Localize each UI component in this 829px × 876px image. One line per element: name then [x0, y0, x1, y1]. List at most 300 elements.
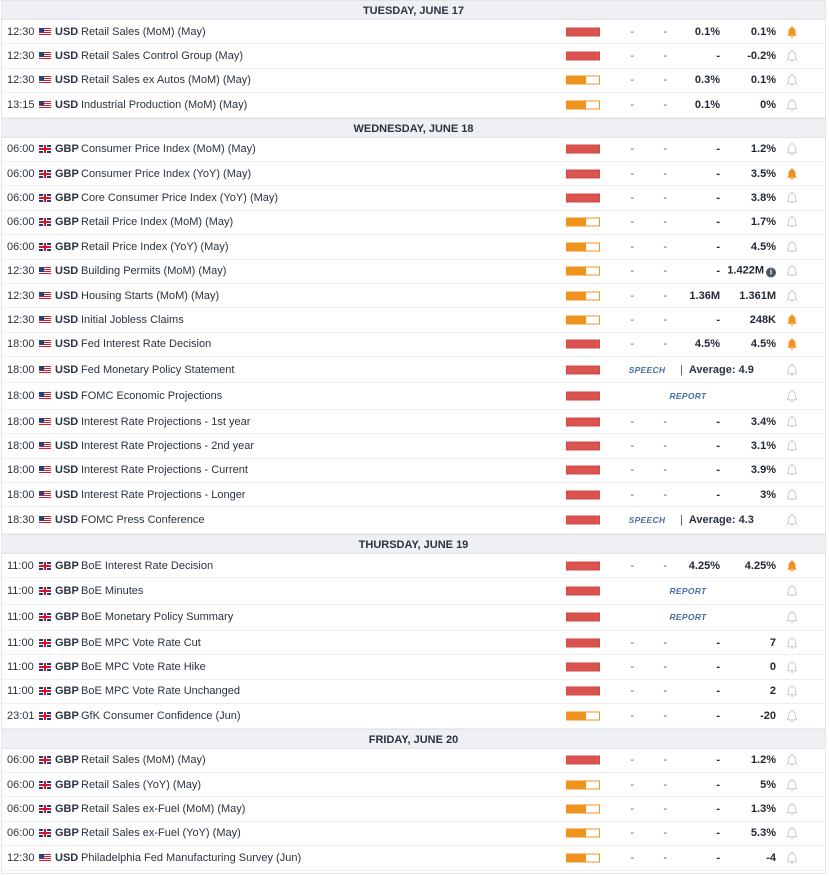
deviation-value: -: [663, 192, 667, 205]
event-name[interactable]: Retail Sales ex Autos (MoM) (May): [81, 74, 251, 87]
event-row[interactable]: [2, 383, 825, 409]
actual-value: -: [630, 439, 634, 452]
us-flag-icon: [39, 101, 51, 109]
event-name[interactable]: Interest Rate Projections - Longer: [81, 488, 246, 501]
deviation-value: -: [663, 851, 667, 864]
previous-value-text: -0.2%: [747, 50, 776, 63]
event-name[interactable]: BoE MPC Vote Rate Cut: [81, 636, 201, 649]
event-name[interactable]: Initial Jobless Claims: [81, 313, 184, 326]
average-label: Average:: [688, 363, 736, 376]
actual-value: -: [630, 709, 634, 722]
event-row[interactable]: [2, 680, 825, 704]
deviation-value: -: [663, 709, 667, 722]
event-name[interactable]: FOMC Economic Projections: [81, 390, 223, 403]
gb-flag-icon: [39, 243, 51, 251]
event-time: 06:00: [7, 216, 35, 229]
bell-icon[interactable]: [785, 826, 799, 840]
event-row[interactable]: [2, 749, 825, 773]
bell-icon[interactable]: [785, 488, 799, 502]
event-name[interactable]: Retail Price Index (MoM) (May): [81, 216, 234, 229]
event-row[interactable]: [2, 308, 825, 332]
impact-indicator: [566, 756, 600, 765]
actual-value: -: [630, 265, 634, 278]
us-flag-icon: [39, 267, 51, 275]
event-name[interactable]: Retail Sales (MoM) (May): [81, 25, 206, 38]
us-flag-icon: [39, 854, 51, 862]
event-name[interactable]: Retail Sales (YoY) (May): [81, 778, 202, 791]
us-flag-icon: [39, 418, 51, 426]
event-currency: USD: [55, 338, 79, 351]
actual-value: -: [630, 167, 634, 180]
bell-icon[interactable]: [785, 289, 799, 303]
event-currency: GBP: [55, 167, 79, 180]
event-row[interactable]: [2, 483, 825, 507]
deviation-value: -: [663, 636, 667, 649]
impact-indicator: [566, 417, 600, 426]
event-time: 06:00: [7, 192, 35, 205]
previous-value: [722, 827, 776, 839]
event-name[interactable]: BoE MPC Vote Rate Hike: [81, 661, 206, 674]
event-name[interactable]: Retail Sales ex-Fuel (YoY) (May): [81, 827, 241, 840]
gb-flag-icon: [39, 712, 51, 720]
event-row[interactable]: [2, 44, 825, 68]
actual-value: -: [630, 827, 634, 840]
event-time: 12:30: [7, 313, 35, 326]
event-row[interactable]: [2, 554, 825, 578]
previous-value-text: 0%: [760, 98, 776, 111]
event-row[interactable]: [2, 260, 825, 284]
speech-tag[interactable]: SPEECH: [628, 515, 666, 526]
impact-indicator: [566, 613, 600, 622]
event-row[interactable]: [2, 211, 825, 235]
event-currency: GBP: [55, 192, 79, 205]
speech-average: [680, 514, 754, 526]
deviation-value: -: [663, 415, 667, 428]
deviation-value: -: [663, 265, 667, 278]
speech-tag[interactable]: SPEECH: [628, 364, 666, 375]
deviation-value: -: [663, 661, 667, 674]
event-name[interactable]: Fed Interest Rate Decision: [81, 338, 212, 351]
impact-indicator: [566, 27, 600, 36]
average-value: 4.3: [738, 514, 754, 527]
event-currency: GBP: [55, 216, 79, 229]
consensus-value: -: [716, 685, 720, 698]
event-time: 23:01: [7, 709, 35, 722]
previous-value-text: 5.3%: [750, 827, 776, 840]
event-name[interactable]: BoE Monetary Policy Summary: [81, 611, 234, 624]
previous-value: [722, 852, 776, 864]
event-currency: GBP: [55, 559, 79, 572]
event-name[interactable]: Core Consumer Price Index (YoY) (May): [81, 192, 279, 205]
gb-flag-icon: [39, 781, 51, 789]
previous-value-text: 1.361M: [739, 289, 776, 302]
us-flag-icon: [39, 340, 51, 348]
bell-icon[interactable]: [785, 660, 799, 674]
event-currency: GBP: [55, 685, 79, 698]
event-currency: GBP: [55, 754, 79, 767]
event-row[interactable]: [2, 797, 825, 821]
impact-indicator: [566, 169, 600, 178]
separator: |: [680, 514, 683, 527]
event-row[interactable]: [2, 162, 825, 186]
bell-active-icon[interactable]: [785, 167, 799, 181]
previous-value-text: 0.1%: [750, 25, 776, 38]
previous-value: [722, 661, 776, 673]
event-currency: GBP: [55, 803, 79, 816]
bell-icon[interactable]: [785, 610, 799, 624]
event-currency: GBP: [55, 240, 79, 253]
event-row[interactable]: [2, 69, 825, 93]
previous-value-text: 0.1%: [750, 74, 776, 87]
event-currency: USD: [55, 415, 79, 428]
event-time: 18:00: [7, 363, 35, 376]
bell-active-icon[interactable]: [785, 559, 799, 573]
bell-icon[interactable]: [785, 98, 799, 112]
gb-flag-icon: [39, 805, 51, 813]
event-time: 18:00: [7, 415, 35, 428]
bell-icon[interactable]: [785, 709, 799, 723]
separator: |: [680, 363, 683, 376]
impact-indicator: [566, 145, 600, 154]
event-currency: GBP: [55, 143, 79, 156]
impact-indicator: [566, 561, 600, 570]
event-row[interactable]: [2, 578, 825, 604]
consensus-value: 4.5%: [694, 338, 720, 351]
day-header: THURSDAY, JUNE 19: [2, 534, 825, 554]
gb-flag-icon: [39, 663, 51, 671]
previous-value-text: 3.8%: [750, 192, 776, 205]
event-name[interactable]: Interest Rate Projections - Current: [81, 464, 248, 477]
deviation-value: -: [663, 439, 667, 452]
actual-value: -: [630, 216, 634, 229]
bell-icon[interactable]: [785, 415, 799, 429]
event-name[interactable]: Philadelphia Fed Manufacturing Survey (Jun): [81, 851, 302, 864]
consensus-value: 1.36M: [689, 289, 720, 302]
event-row[interactable]: [2, 655, 825, 679]
event-time: 06:00: [7, 827, 35, 840]
event-name[interactable]: Housing Starts (MoM) (May): [81, 289, 220, 302]
previous-value: [722, 338, 776, 350]
bell-icon[interactable]: [785, 191, 799, 205]
previous-value: [722, 192, 776, 204]
previous-value: [722, 637, 776, 649]
event-currency: GBP: [55, 661, 79, 674]
us-flag-icon: [39, 392, 51, 400]
speech-average: [680, 364, 754, 376]
event-row[interactable]: [2, 186, 825, 210]
previous-value: [722, 216, 776, 228]
previous-value: [722, 489, 776, 501]
impact-indicator: [566, 194, 600, 203]
impact-indicator: [566, 291, 600, 300]
previous-value: [722, 74, 776, 86]
event-name[interactable]: BoE MPC Vote Rate Unchanged: [81, 685, 240, 698]
event-currency: USD: [55, 74, 79, 87]
us-flag-icon: [39, 316, 51, 324]
previous-value: [722, 26, 776, 38]
gb-flag-icon: [39, 829, 51, 837]
event-time: 18:00: [7, 488, 35, 501]
bell-active-icon[interactable]: [785, 337, 799, 351]
event-currency: USD: [55, 50, 79, 63]
consensus-value: -: [716, 167, 720, 180]
event-name[interactable]: Interest Rate Projections - 2nd year: [81, 439, 255, 452]
previous-value-text: 3.5%: [750, 167, 776, 180]
bell-icon[interactable]: [785, 142, 799, 156]
event-currency: USD: [55, 363, 79, 376]
event-time: 06:00: [7, 167, 35, 180]
event-name[interactable]: Retail Price Index (YoY) (May): [81, 240, 229, 253]
previous-value-text: 4.5%: [750, 338, 776, 351]
event-time: 12:30: [7, 25, 35, 38]
event-row[interactable]: [2, 357, 825, 383]
event-name[interactable]: Retail Sales ex-Fuel (MoM) (May): [81, 803, 246, 816]
event-name[interactable]: GfK Consumer Confidence (Jun): [81, 709, 241, 722]
event-time: 11:00: [7, 685, 34, 698]
consensus-value: 0.1%: [694, 98, 720, 111]
impact-indicator: [566, 315, 600, 324]
bell-icon[interactable]: [785, 215, 799, 229]
consensus-value: -: [716, 709, 720, 722]
deviation-value: -: [663, 98, 667, 111]
previous-value: [722, 168, 776, 180]
event-currency: GBP: [55, 709, 79, 722]
event-row[interactable]: [2, 20, 825, 44]
deviation-value: -: [663, 25, 667, 38]
event-row[interactable]: [2, 410, 825, 434]
consensus-value: -: [716, 778, 720, 791]
event-time: 06:00: [7, 143, 35, 156]
impact-indicator: [566, 52, 600, 61]
consensus-value: 0.1%: [694, 25, 720, 38]
bell-icon[interactable]: [785, 389, 799, 403]
bell-icon[interactable]: [785, 802, 799, 816]
report-tag[interactable]: REPORT: [669, 391, 707, 402]
deviation-value: -: [663, 143, 667, 156]
impact-indicator: [566, 805, 600, 814]
event-row[interactable]: [2, 704, 825, 728]
bell-icon[interactable]: [785, 684, 799, 698]
gb-flag-icon: [39, 687, 51, 695]
bell-icon[interactable]: [785, 363, 799, 377]
event-name[interactable]: BoE Interest Rate Decision: [81, 559, 214, 572]
event-time: 12:30: [7, 851, 35, 864]
event-currency: USD: [55, 439, 79, 452]
us-flag-icon: [39, 28, 51, 36]
deviation-value: -: [663, 289, 667, 302]
previous-value-text: 2: [769, 685, 776, 698]
previous-value-text: 3.1%: [750, 439, 776, 452]
event-row[interactable]: [2, 846, 825, 870]
bell-icon[interactable]: [785, 439, 799, 453]
consensus-value: -: [716, 661, 720, 674]
actual-value: -: [630, 559, 634, 572]
previous-value: [722, 290, 776, 302]
bell-icon[interactable]: [785, 584, 799, 598]
bell-icon[interactable]: [785, 636, 799, 650]
event-name[interactable]: Retail Sales (MoM) (May): [81, 754, 206, 767]
event-row[interactable]: [2, 434, 825, 458]
event-name[interactable]: FOMC Press Conference: [81, 514, 205, 527]
event-time: 18:00: [7, 338, 35, 351]
actual-value: -: [630, 803, 634, 816]
bell-active-icon[interactable]: [785, 313, 799, 327]
event-name[interactable]: Fed Monetary Policy Statement: [81, 363, 235, 376]
bell-active-icon[interactable]: [785, 25, 799, 39]
bell-icon[interactable]: [785, 753, 799, 767]
event-time: 13:15: [7, 98, 35, 111]
actual-value: -: [630, 25, 634, 38]
impact-indicator: [566, 267, 600, 276]
previous-value-text: 1.2%: [750, 754, 776, 767]
actual-value: -: [630, 488, 634, 501]
event-name[interactable]: BoE Minutes: [81, 584, 144, 597]
event-time: 11:00: [7, 636, 34, 649]
actual-value: -: [630, 415, 634, 428]
us-flag-icon: [39, 491, 51, 499]
deviation-value: -: [663, 754, 667, 767]
deviation-value: -: [663, 313, 667, 326]
previous-value: [722, 754, 776, 766]
event-time: 06:00: [7, 240, 35, 253]
previous-value: [722, 143, 776, 155]
event-currency: USD: [55, 265, 79, 278]
event-name[interactable]: Consumer Price Index (YoY) (May): [81, 167, 252, 180]
actual-value: -: [630, 338, 634, 351]
deviation-value: -: [663, 827, 667, 840]
event-row[interactable]: [2, 333, 825, 357]
deviation-value: -: [663, 240, 667, 253]
event-currency: GBP: [55, 778, 79, 791]
previous-value: [722, 710, 776, 722]
previous-value-text: 1.3%: [750, 803, 776, 816]
previous-value: [722, 440, 776, 452]
event-time: 12:30: [7, 289, 35, 302]
consensus-value: -: [716, 50, 720, 63]
consensus-value: -: [716, 851, 720, 864]
event-row[interactable]: [2, 773, 825, 797]
event-name[interactable]: Retail Sales Control Group (May): [81, 50, 244, 63]
event-currency: USD: [55, 289, 79, 302]
consensus-value: -: [716, 143, 720, 156]
actual-value: -: [630, 240, 634, 253]
previous-value-text: 1.422M: [727, 264, 764, 277]
event-time: 18:00: [7, 464, 35, 477]
impact-indicator: [566, 663, 600, 672]
consensus-value: 0.3%: [694, 74, 720, 87]
consensus-value: -: [716, 192, 720, 205]
event-row[interactable]: [2, 459, 825, 483]
event-time: 18:00: [7, 390, 35, 403]
consensus-value: -: [716, 240, 720, 253]
actual-value: -: [630, 74, 634, 87]
previous-value: [722, 99, 776, 111]
previous-value-text: 4.25%: [744, 559, 776, 572]
event-currency: GBP: [55, 611, 79, 624]
impact-indicator: [566, 829, 600, 838]
event-currency: GBP: [55, 584, 79, 597]
event-time: 06:00: [7, 803, 35, 816]
event-name[interactable]: Interest Rate Projections - 1st year: [81, 415, 251, 428]
previous-value-text: 1.2%: [750, 143, 776, 156]
previous-value: [722, 416, 776, 428]
previous-value-text: 4.5%: [750, 240, 776, 253]
deviation-value: -: [663, 74, 667, 87]
bell-icon[interactable]: [785, 49, 799, 63]
report-tag[interactable]: REPORT: [669, 612, 707, 623]
previous-value: [722, 241, 776, 253]
previous-value-text: 248K: [749, 313, 776, 326]
bell-icon[interactable]: [785, 463, 799, 477]
info-icon[interactable]: i: [766, 268, 776, 278]
event-currency: USD: [55, 851, 79, 864]
previous-value: [722, 803, 776, 815]
consensus-value: -: [716, 464, 720, 477]
event-currency: USD: [55, 390, 79, 403]
consensus-value: -: [716, 265, 720, 278]
event-name[interactable]: Building Permits (MoM) (May): [81, 265, 227, 278]
actual-value: -: [630, 98, 634, 111]
event-time: 11:00: [7, 584, 34, 597]
event-row[interactable]: [2, 822, 825, 846]
bell-icon[interactable]: [785, 778, 799, 792]
us-flag-icon: [39, 292, 51, 300]
event-row[interactable]: [2, 284, 825, 308]
impact-indicator: [566, 441, 600, 450]
bell-icon[interactable]: [785, 851, 799, 865]
event-time: 12:30: [7, 265, 35, 278]
actual-value: -: [630, 289, 634, 302]
previous-value: [722, 50, 776, 62]
consensus-value: -: [716, 439, 720, 452]
us-flag-icon: [39, 76, 51, 84]
event-row[interactable]: [2, 138, 825, 162]
impact-indicator: [566, 638, 600, 647]
day-header: WEDNESDAY, JUNE 18: [2, 118, 825, 138]
event-row[interactable]: [2, 235, 825, 259]
impact-indicator: [566, 516, 600, 525]
event-row[interactable]: [2, 507, 825, 533]
consensus-value: -: [716, 488, 720, 501]
actual-value: -: [630, 313, 634, 326]
event-currency: USD: [55, 464, 79, 477]
consensus-value: -: [716, 636, 720, 649]
bell-icon[interactable]: [785, 73, 799, 87]
event-row[interactable]: [2, 631, 825, 655]
deviation-value: -: [663, 167, 667, 180]
bell-icon[interactable]: [785, 240, 799, 254]
actual-value: -: [630, 50, 634, 63]
us-flag-icon: [39, 52, 51, 60]
bell-icon[interactable]: [785, 264, 799, 278]
event-row[interactable]: [2, 93, 825, 117]
us-flag-icon: [39, 366, 51, 374]
previous-value: [722, 314, 776, 326]
bell-icon[interactable]: [785, 513, 799, 527]
event-name[interactable]: Industrial Production (MoM) (May): [81, 98, 248, 111]
deviation-value: -: [663, 685, 667, 698]
event-time: 18:00: [7, 439, 35, 452]
impact-indicator: [566, 780, 600, 789]
previous-value-text: 3.4%: [750, 415, 776, 428]
actual-value: -: [630, 778, 634, 791]
impact-indicator: [566, 76, 600, 85]
actual-value: -: [630, 636, 634, 649]
report-tag[interactable]: REPORT: [669, 585, 707, 596]
event-name[interactable]: Consumer Price Index (MoM) (May): [81, 143, 256, 156]
impact-indicator: [566, 340, 600, 349]
event-row[interactable]: [2, 605, 825, 631]
